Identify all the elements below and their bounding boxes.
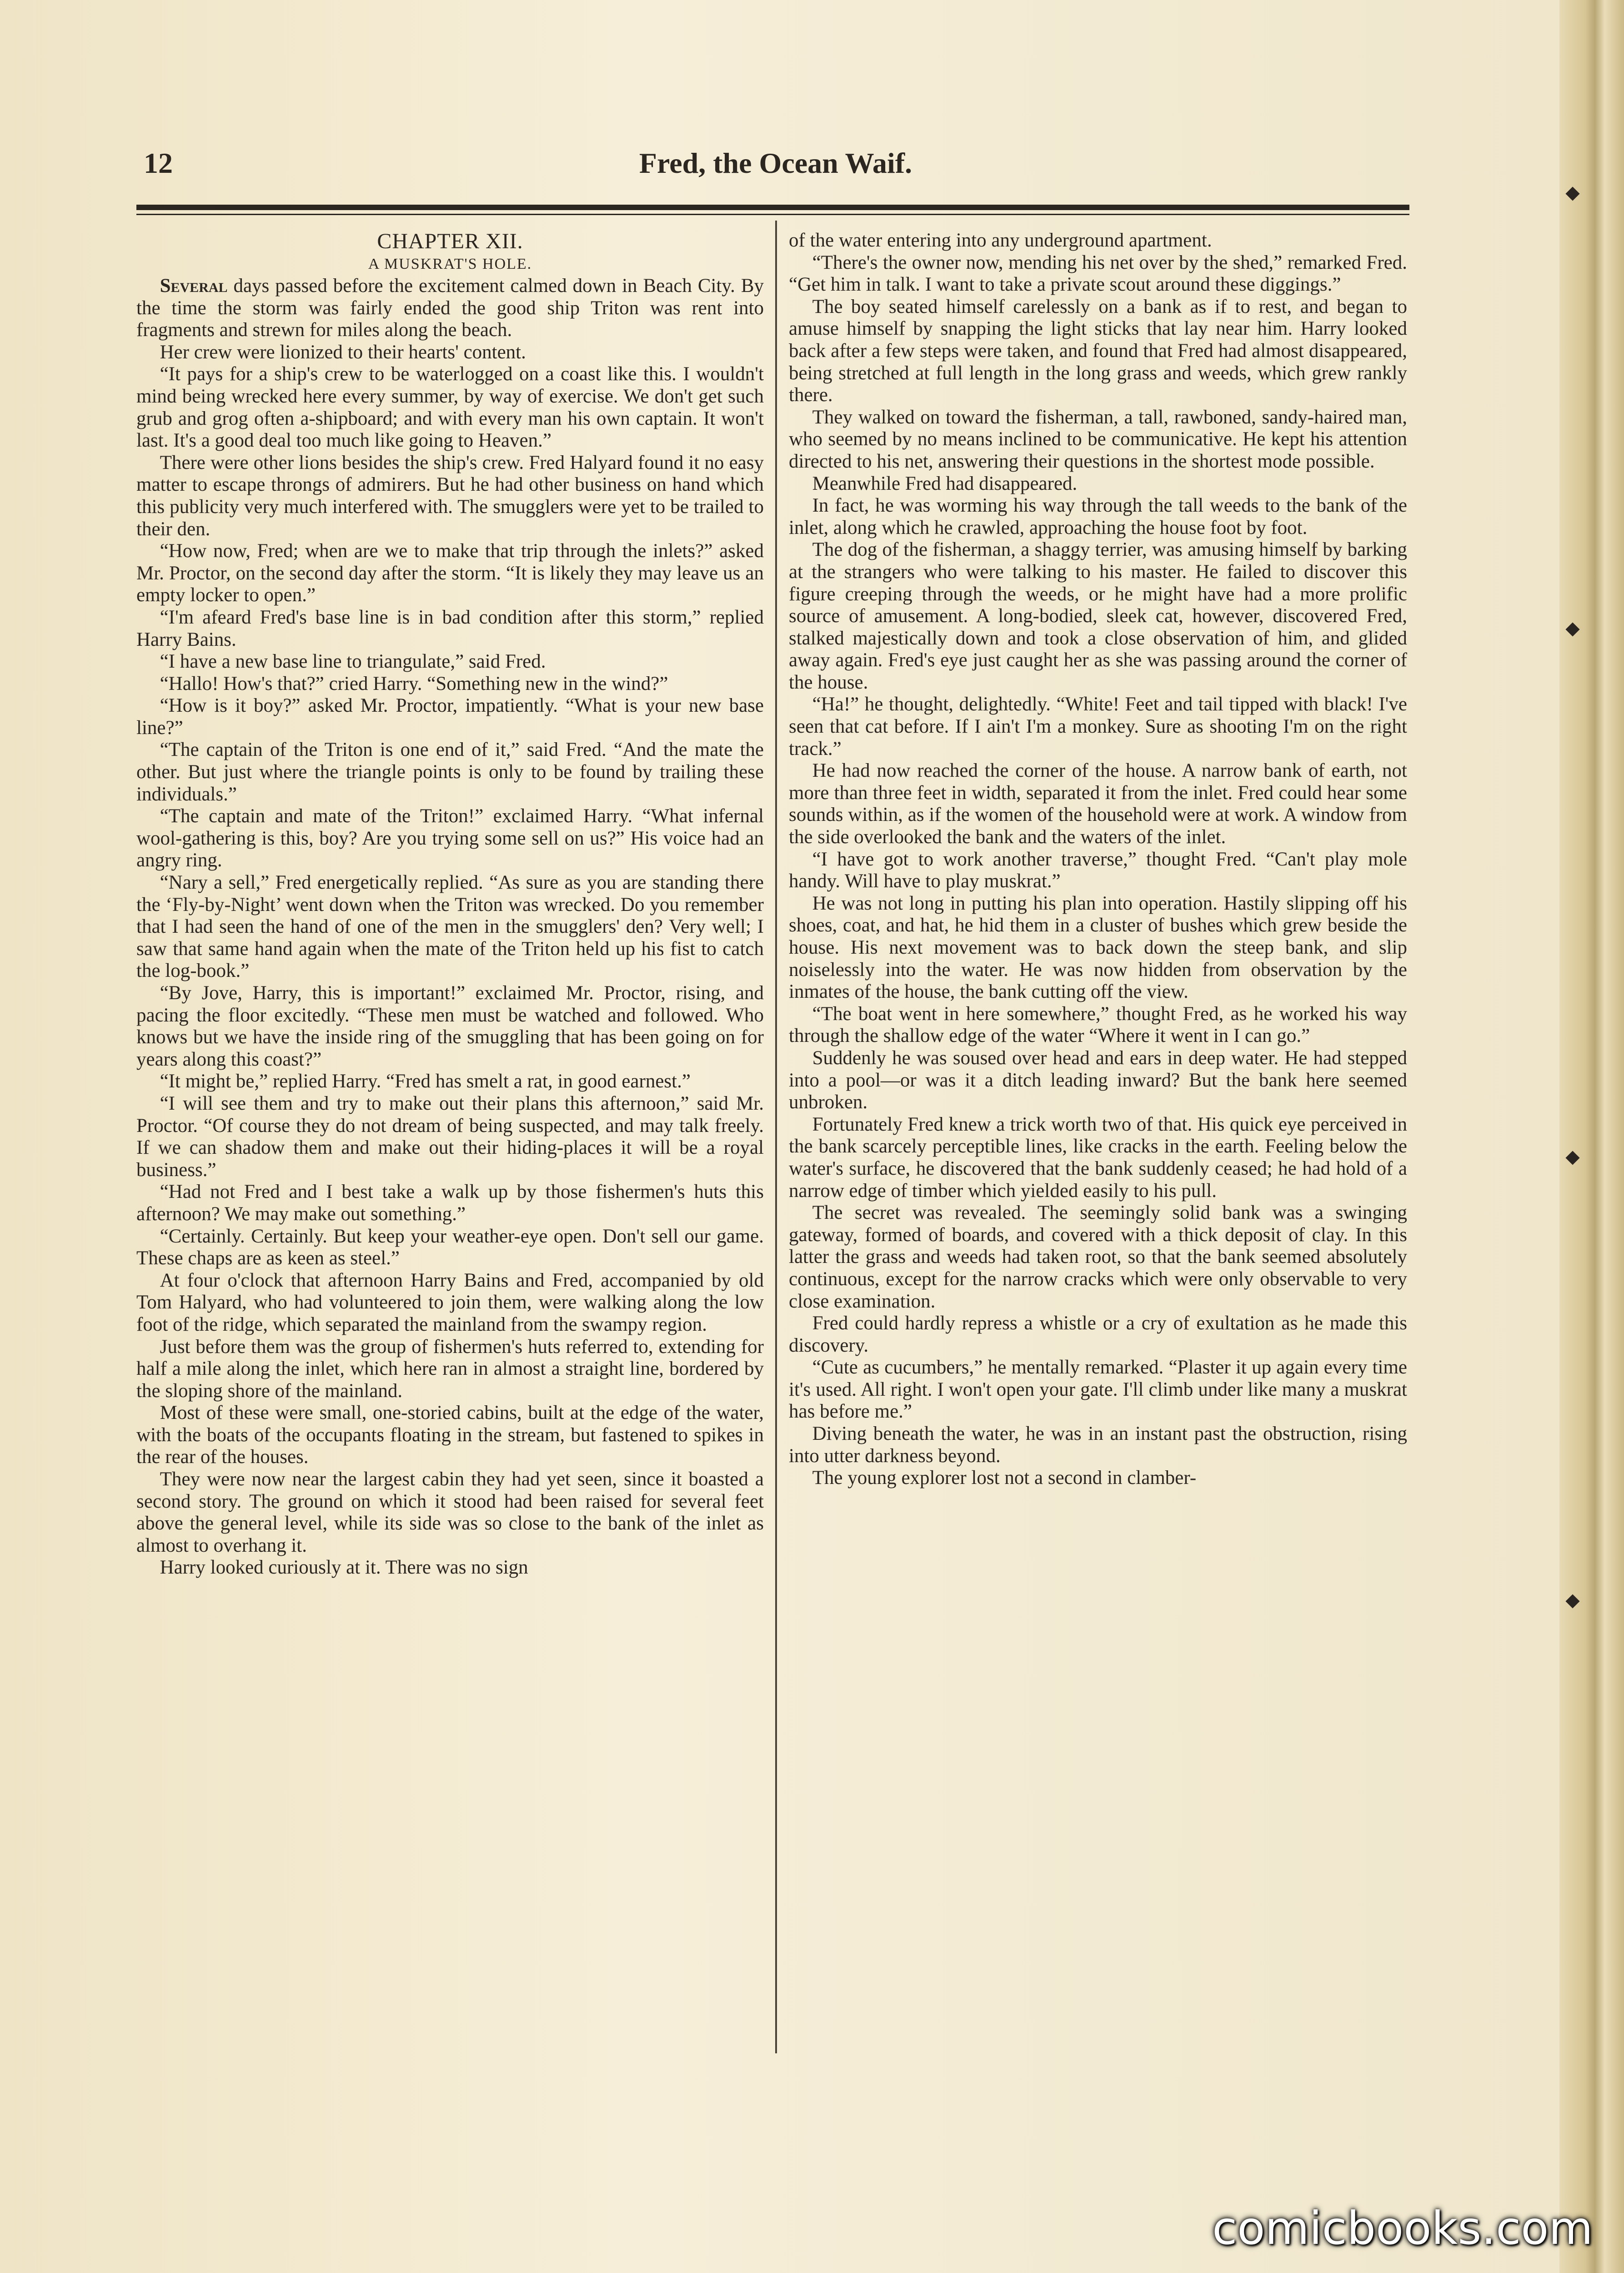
- paragraph: Meanwhile Fred had disappeared.: [812, 473, 1078, 494]
- paragraph: He was not long in putting his plan into operation. Hastily slipping off his shoes, coat, and hat, he hid them in a cluster of bushes which grew beside the house. His next movement was to back down the steep bank, and slip noiselessly into the water. He was now hidden from observation by the inmates of the house, the bank cutting off the view.: [789, 892, 1407, 1003]
- chapter-heading: CHAPTER XII.: [377, 229, 523, 253]
- paragraph: “The captain of the Triton is one end of it,” said Fred. “And the mate the other. But just where the triangle points is only to be found by trailing these individuals.”: [136, 739, 764, 805]
- running-title: Fred, the Ocean Waif.: [639, 147, 912, 179]
- opening-paragraph: [136, 275, 764, 342]
- column-divider: [775, 221, 777, 2053]
- paragraph: “Hallo! How's that?” cried Harry. “Something new in the wind?”: [160, 673, 668, 694]
- paragraph: Fortunately Fred knew a trick worth two of that. His quick eye perceived in the bank scarcely perceptible lines, like cracks in the earth. Feeling below the water's surface, he discovered that the bank suddenly ceased; he had hold of a narrow edge of timber which yielded easily to his pull.: [789, 1113, 1407, 1202]
- paragraph: The boy seated himself carelessly on a bank as if to rest, and began to amuse himself by snapping the light sticks that lay near him. Harry looked back after a few steps were taken, and found that Fred had almost disappeared, being stretched at full length in the long grass and weeds, which grew rankly there.: [789, 296, 1407, 406]
- paragraph: “It pays for a ship's crew to be waterlogged on a coast like this. I wouldn't mind being wrecked here every summer, by way of exercise. We don't get such grub and grog often a-shipboard; and with every man his own captain. It won't last. It's a good deal too much like going to Heaven.”: [136, 363, 764, 452]
- paragraph: There were other lions besides the ship's crew. Fred Halyard found it no easy matter to escape throngs of admirers. But he had other business on hand which this publicity very much interfered with. The smugglers were yet to be trailed to their den.: [136, 452, 764, 540]
- paragraph: “I have a new base line to triangulate,” said Fred.: [160, 651, 546, 673]
- running-header: [144, 146, 1408, 187]
- right-column: [789, 230, 1407, 1489]
- paragraph: The young explorer lost not a second in clamber-: [812, 1467, 1197, 1489]
- paragraph: In fact, he was worming his way through the tall weeds to the bank of the inlet, along which he crawled, approaching the house foot by foot.: [789, 495, 1407, 538]
- paragraph: The dog of the fisherman, a shaggy terrier, was amusing himself by barking at the strangers who were talking to his master. He failed to discover this figure creeping through the weeds, or he might have had a more prolific source of amusement. A long-bodied, sleek cat, however, discovered Fred, stalked majestically down and took a close observation of him, and glided away again. Fred's eye just caught her as she was passing around the corner of the house.: [789, 539, 1407, 693]
- drop-word: Several: [160, 275, 228, 297]
- paragraph: “The captain and mate of the Triton!” exclaimed Harry. “What infernal wool-gathering is this, boy? Are you trying some sell on us?” His voice had an angry ring.: [136, 805, 764, 871]
- paragraph: He had now reached the corner of the house. A narrow bank of earth, not more than three feet in width, separated it from the inlet. Fred could hear some sounds within, as if the women of the household were at work. A window from the side overlooked the bank and the waters of the inlet.: [789, 760, 1407, 848]
- paragraph: The secret was revealed. The seemingly solid bank was a swinging gateway, formed of boards, and covered with a thick deposit of clay. In this latter the grass and weeds had taken root, so that the bank seemed absolutely continuous, except for the narrow cracks which were only observable to very close examination.: [789, 1202, 1407, 1312]
- paragraph: “Ha!” he thought, delightedly. “White! Feet and tail tipped with black! I've seen that cat before. If I ain't I'm a monkey. Sure as shooting I'm on the right track.”: [789, 694, 1407, 759]
- chapter-subtitle: A MUSKRAT'S HOLE.: [368, 256, 532, 272]
- paragraph: They walked on toward the fisherman, a tall, rawboned, sandy-haired man, who seemed by no means inclined to be communicative. He kept his attention directed to his net, answering their questions in the shortest mode possible.: [789, 406, 1407, 472]
- paragraph: “By Jove, Harry, this is important!” exclaimed Mr. Proctor, rising, and pacing the floor excitedly. “These men must be watched and followed. Who knows but we have the inside ring of the smuggling that has been going on for years along this coast?”: [136, 982, 764, 1070]
- paragraph: “The boat went in here somewhere,” thought Fred, as he worked his way through the shallow edge of the water “Where it went in I can go.”: [789, 1003, 1407, 1047]
- paragraph: “I have got to work another traverse,” thought Fred. “Can't play mole handy. Will have to play muskrat.”: [789, 848, 1407, 892]
- paragraph: Her crew were lionized to their hearts' content.: [160, 341, 526, 363]
- paragraph: Suddenly he was soused over head and ears in deep water. He had stepped into a pool—or was it a ditch leading inward? But the bank here seemed unbroken.: [789, 1047, 1407, 1113]
- paragraph: “Cute as cucumbers,” he mentally remarked. “Plaster it up again every time it's used. All right. I won't open your gate. I'll climb under like many a muskrat has before me.”: [789, 1357, 1407, 1423]
- page-number: 12: [144, 147, 173, 179]
- paragraph: “Had not Fred and I best take a walk up by those fishermen's huts this afternoon? We may make out something.”: [136, 1181, 764, 1225]
- watermark-logo: comicbooks.com: [1212, 2202, 1593, 2255]
- right-paragraphs: [789, 252, 1407, 1489]
- paragraph: “There's the owner now, mending his net over by the shed,” remarked Fred. “Get him in talk. I want to take a private scout around these diggings.”: [789, 251, 1407, 296]
- paragraph: “How now, Fred; when are we to make that trip through the inlets?” asked Mr. Proctor, on the second day after the storm. “It is likely they may leave us an empty locker to open.”: [136, 540, 764, 606]
- continuation-paragraph: of the water entering into any underground apartment.: [789, 230, 1212, 251]
- paragraph: “It might be,” replied Harry. “Fred has smelt a rat, in good earnest.”: [160, 1071, 691, 1092]
- header-rule-thin: [136, 214, 1409, 215]
- paragraph: They were now near the largest cabin they had yet seen, since it boasted a second story. The ground on which it stood had been raised for several feet above the general level, while its side was so close to the bank of the inlet as almost to overhang it.: [136, 1468, 764, 1556]
- paragraph: Harry looked curiously at it. There was no sign: [160, 1557, 528, 1579]
- paragraph: At four o'clock that afternoon Harry Bains and Fred, accompanied by old Tom Halyard, who had volunteered to join them, were walking along the low foot of the ridge, which separated the mainland from the swampy region.: [136, 1269, 764, 1335]
- paragraph: Fred could hardly repress a whistle or a cry of exultation as he made this discovery.: [789, 1313, 1407, 1356]
- paragraph: “How is it boy?” asked Mr. Proctor, impatiently. “What is your new base line?”: [136, 695, 764, 739]
- paragraph: Just before them was the group of fishermen's huts referred to, extending for half a mile along the inlet, which here ran in almost a straight line, bordered by the sloping shore of the mainland.: [136, 1336, 764, 1402]
- paragraph: “I will see them and try to make out their plans this afternoon,” said Mr. Proctor. “Of course they do not dream of being suspected, and may talk freely. If we can shadow them and make out their hiding-places it will be a royal business.”: [136, 1092, 764, 1181]
- paragraph: Diving beneath the water, he was in an instant past the obstruction, rising into utter darkness beyond.: [789, 1423, 1407, 1467]
- paragraph: “I'm afeard Fred's base line is in bad condition after this storm,” replied Harry Bains.: [136, 606, 764, 650]
- paragraph: “Certainly. Certainly. But keep your weather-eye open. Don't sell our game. These chaps are as keen as steel.”: [136, 1225, 764, 1269]
- paragraph: Most of these were small, one-storied cabins, built at the edge of the water, with the boats of the occupants floating in the stream, but fastened to spikes in the rear of the houses.: [136, 1402, 764, 1468]
- left-paragraphs: [136, 342, 764, 1579]
- binding-spine: [1559, 0, 1624, 2273]
- header-rule: [136, 205, 1409, 210]
- opening-text: days passed before the excitement calmed down in Beach City. By the time the storm was fairly ended the good ship Triton was rent into fragments and strewn for miles along the beach.: [136, 275, 764, 341]
- left-column: [136, 230, 764, 1579]
- paragraph: “Nary a sell,” Fred energetically replied. “As sure as you are standing there the ‘Fly-by-Night’ went down when the Triton was wrecked. Do you remember that I had seen the hand of one of the men in the smugglers' den? Very well; I saw that same hand again when the mate of the Triton held up his fist to catch the log-book.”: [136, 872, 764, 982]
